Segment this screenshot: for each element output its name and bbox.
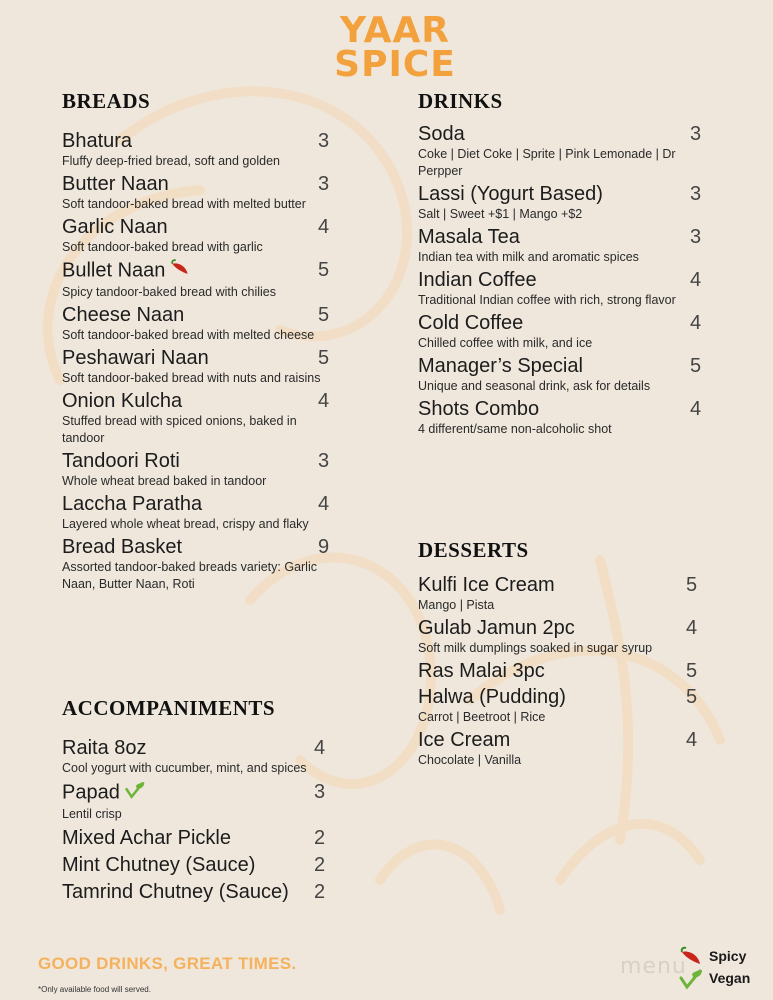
menu-item-name-text: Onion Kulcha: [62, 390, 183, 412]
menu-item-name-text: Soda: [418, 123, 465, 145]
menu-item-name: [62, 258, 330, 284]
menu-item: [418, 685, 700, 726]
menu-item-name: [418, 182, 706, 206]
brand-line-2: SPICE: [334, 44, 456, 85]
menu-item-name-text: Butter Naan: [62, 173, 169, 195]
menu-item: [62, 449, 330, 490]
menu-item-price: 4: [318, 216, 330, 238]
menu-item-price: 3: [690, 183, 702, 205]
menu-item-name: [62, 389, 330, 413]
menu-item-name-text: Papad: [62, 781, 120, 804]
menu-item-name: [418, 728, 700, 752]
menu-item-name: [418, 311, 706, 335]
menu-item-name-text: Cheese Naan: [62, 304, 185, 326]
menu-item-name-text: Cold Coffee: [418, 312, 524, 334]
breads-list: [62, 129, 330, 595]
menu-item-description: Soft tandoor-baked bread with garlic: [62, 240, 263, 254]
menu-item-price: 4: [690, 312, 702, 334]
menu-item-name: [62, 449, 330, 473]
menu-item-price: 2: [314, 827, 326, 849]
icon-legend: [676, 946, 766, 990]
menu-item: [62, 215, 330, 256]
footnote: *Only available food will served.: [38, 985, 151, 994]
menu-item-description: Cool yogurt with cucumber, mint, and spices: [62, 761, 307, 775]
menu-item-name: [418, 268, 706, 292]
menu-item-name: [418, 225, 706, 249]
menu-item: [418, 659, 700, 683]
menu-item: [62, 880, 330, 904]
menu-item-price: 3: [690, 226, 702, 248]
menu-item-price: 5: [690, 355, 702, 377]
menu-item-name: [62, 736, 330, 760]
menu-item: [62, 129, 330, 170]
menu-item: [418, 268, 706, 309]
menu-item-name: [62, 172, 330, 196]
legend-spicy-label: Spicy: [709, 948, 747, 964]
chili-icon: [169, 258, 191, 284]
legend-spicy: [676, 946, 766, 968]
menu-item-description: Layered whole wheat bread, crispy and flaky: [62, 517, 309, 531]
brand-line-1: YAAR: [339, 10, 451, 51]
menu-item: [418, 573, 700, 614]
menu-item-price: 5: [318, 347, 330, 369]
menu-item-price: 5: [686, 660, 698, 682]
menu-item-price: 5: [686, 686, 698, 708]
menu-item-price: 9: [318, 536, 330, 558]
menu-item-description: Carrot | Beetroot | Rice: [418, 710, 546, 724]
menu-item-description: Lentil crisp: [62, 807, 122, 821]
menu-item-name-text: Bread Basket: [62, 536, 183, 558]
menu-item-description: Mango | Pista: [418, 598, 495, 612]
tagline: GOOD DRINKS, GREAT TIMES.: [38, 954, 297, 973]
menu-item-name: [418, 397, 706, 421]
menu-item-description: Soft milk dumplings soaked in sugar syrup: [418, 641, 653, 655]
drinks-title: DRINKS: [418, 89, 503, 113]
menu-item-name-text: Raita 8oz: [62, 737, 147, 759]
menu-item-name-text: Kulfi Ice Cream: [418, 574, 555, 596]
menu-item-price: 3: [318, 173, 330, 195]
menu-item-name: [418, 354, 706, 378]
menu-item-name: [62, 535, 330, 559]
menu-item-name-text: Peshawari Naan: [62, 347, 209, 369]
menu-item-name-text: Tandoori Roti: [62, 450, 180, 472]
menu-item-name: [62, 780, 330, 806]
menu-item: [418, 354, 706, 395]
menu-item-price: 5: [686, 574, 698, 596]
menu-item: [418, 225, 706, 266]
menu-item-name-text: Bullet Naan: [62, 259, 166, 282]
breads-title: BREADS: [62, 89, 151, 113]
menu-item-name-text: Manager’s Special: [418, 355, 583, 377]
menu-item: [62, 853, 330, 877]
menu-item: [418, 182, 706, 223]
menu-item-name: [62, 853, 330, 877]
menu-item-description: Fluffy deep-fried bread, soft and golden: [62, 154, 280, 168]
menu-item: [62, 346, 330, 387]
menu-item: [62, 303, 330, 344]
menu-item-description: Chilled coffee with milk, and ice: [418, 336, 593, 350]
menu-item: [62, 389, 330, 447]
menu-item: [62, 736, 330, 777]
menu-item-name-text: Tamrind Chutney (Sauce): [62, 881, 289, 903]
menu-item-name: [62, 880, 330, 904]
menu-item-name-text: Bhatura: [62, 130, 133, 152]
menu-item-name: [418, 616, 700, 640]
menu-item-price: 5: [318, 304, 330, 326]
menu-item: [418, 616, 700, 657]
menu-item-price: 3: [318, 130, 330, 152]
watermark: menu: [620, 954, 687, 979]
menu-item-name: [418, 685, 700, 709]
menu-item: [418, 397, 706, 438]
menu-item: [62, 826, 330, 850]
menu-item: [62, 172, 330, 213]
menu-item-price: 2: [314, 854, 326, 876]
menu-item: [418, 122, 706, 180]
menu-item-name-text: Halwa (Pudding): [418, 686, 566, 708]
menu-item-name: [418, 659, 700, 683]
menu-item: [62, 535, 330, 593]
menu-item-name: [418, 573, 700, 597]
menu-item-name: [62, 492, 330, 516]
menu-item: [62, 258, 330, 301]
menu-item-price: 4: [690, 398, 702, 420]
menu-item-name-text: Shots Combo: [418, 398, 540, 420]
vegan-icon: [124, 780, 146, 806]
menu-item-price: 3: [690, 123, 702, 145]
menu-item-description: Soft tandoor-baked bread with nuts and raisins: [62, 371, 321, 385]
menu-item-description: Soft tandoor-baked bread with melted cheese: [62, 328, 315, 342]
legend-vegan: [676, 968, 766, 990]
menu-item-name-text: Mint Chutney (Sauce): [62, 854, 256, 876]
menu-item-name: [62, 129, 330, 153]
desserts-list: [418, 573, 700, 771]
menu-item: [62, 780, 330, 823]
menu-item: [418, 311, 706, 352]
menu-item-name: [62, 215, 330, 239]
menu-item-description: Whole wheat bread baked in tandoor: [62, 474, 267, 488]
menu-item-price: 4: [686, 617, 698, 639]
menu-item-price: 3: [314, 781, 326, 803]
menu-item-name-text: Ice Cream: [418, 729, 511, 751]
menu-item: [62, 492, 330, 533]
desserts-title: DESSERTS: [418, 538, 529, 562]
menu-item-description: Salt | Sweet +$1 | Mango +$2: [418, 207, 583, 221]
menu-item-name-text: Masala Tea: [418, 226, 520, 248]
menu-item-name: [62, 826, 330, 850]
menu-item-description: Traditional Indian coffee with rich, strong flavor: [418, 293, 676, 307]
menu-item-name-text: Indian Coffee: [418, 269, 537, 291]
menu-item-description: Chocolate | Vanilla: [418, 753, 522, 767]
menu-item-name-text: Laccha Paratha: [62, 493, 203, 515]
menu-item-name-text: Garlic Naan: [62, 216, 168, 238]
menu-item-description: Indian tea with milk and aromatic spices: [418, 250, 639, 264]
menu-item-price: 2: [314, 881, 326, 903]
menu-item-description: Assorted tandoor-baked breads variety: Garlic Naan, Butter Naan, Roti: [62, 560, 317, 591]
menu-item-description: Coke | Diet Coke | Sprite | Pink Lemonade | Dr Perpper: [418, 147, 676, 178]
menu-item-description: Stuffed bread with spiced onions, baked in tandoor: [62, 414, 297, 445]
menu-item-price: 4: [318, 390, 330, 412]
menu-item: [418, 728, 700, 769]
legend-vegan-label: Vegan: [709, 970, 751, 986]
brand-logo: [320, 10, 470, 85]
menu-item-name: [62, 303, 330, 327]
vegan-icon: [678, 968, 704, 995]
menu-item-name-text: Ras Malai 3pc: [418, 660, 545, 682]
menu-item-price: 3: [318, 450, 330, 472]
drinks-list: [418, 122, 706, 440]
menu-item-name-text: Mixed Achar Pickle: [62, 827, 231, 849]
menu-item-name-text: Gulab Jamun 2pc: [418, 617, 575, 639]
menu-item-description: 4 different/same non-alcoholic shot: [418, 422, 612, 436]
menu-item-price: 4: [690, 269, 702, 291]
menu-item-description: Spicy tandoor-baked bread with chilies: [62, 285, 277, 299]
menu-item-name: [62, 346, 330, 370]
accompaniments-title: ACCOMPANIMENTS: [62, 696, 276, 720]
menu-item-name: [418, 122, 706, 146]
menu-item-name-text: Lassi (Yogurt Based): [418, 183, 603, 205]
menu-item-price: 5: [318, 259, 330, 281]
accompaniments-list: [62, 736, 330, 907]
menu-item-description: Soft tandoor-baked bread with melted butter: [62, 197, 306, 211]
menu-item-description: Unique and seasonal drink, ask for details: [418, 379, 651, 393]
menu-item-price: 4: [686, 729, 698, 751]
menu-item-price: 4: [314, 737, 326, 759]
menu-item-price: 4: [318, 493, 330, 515]
